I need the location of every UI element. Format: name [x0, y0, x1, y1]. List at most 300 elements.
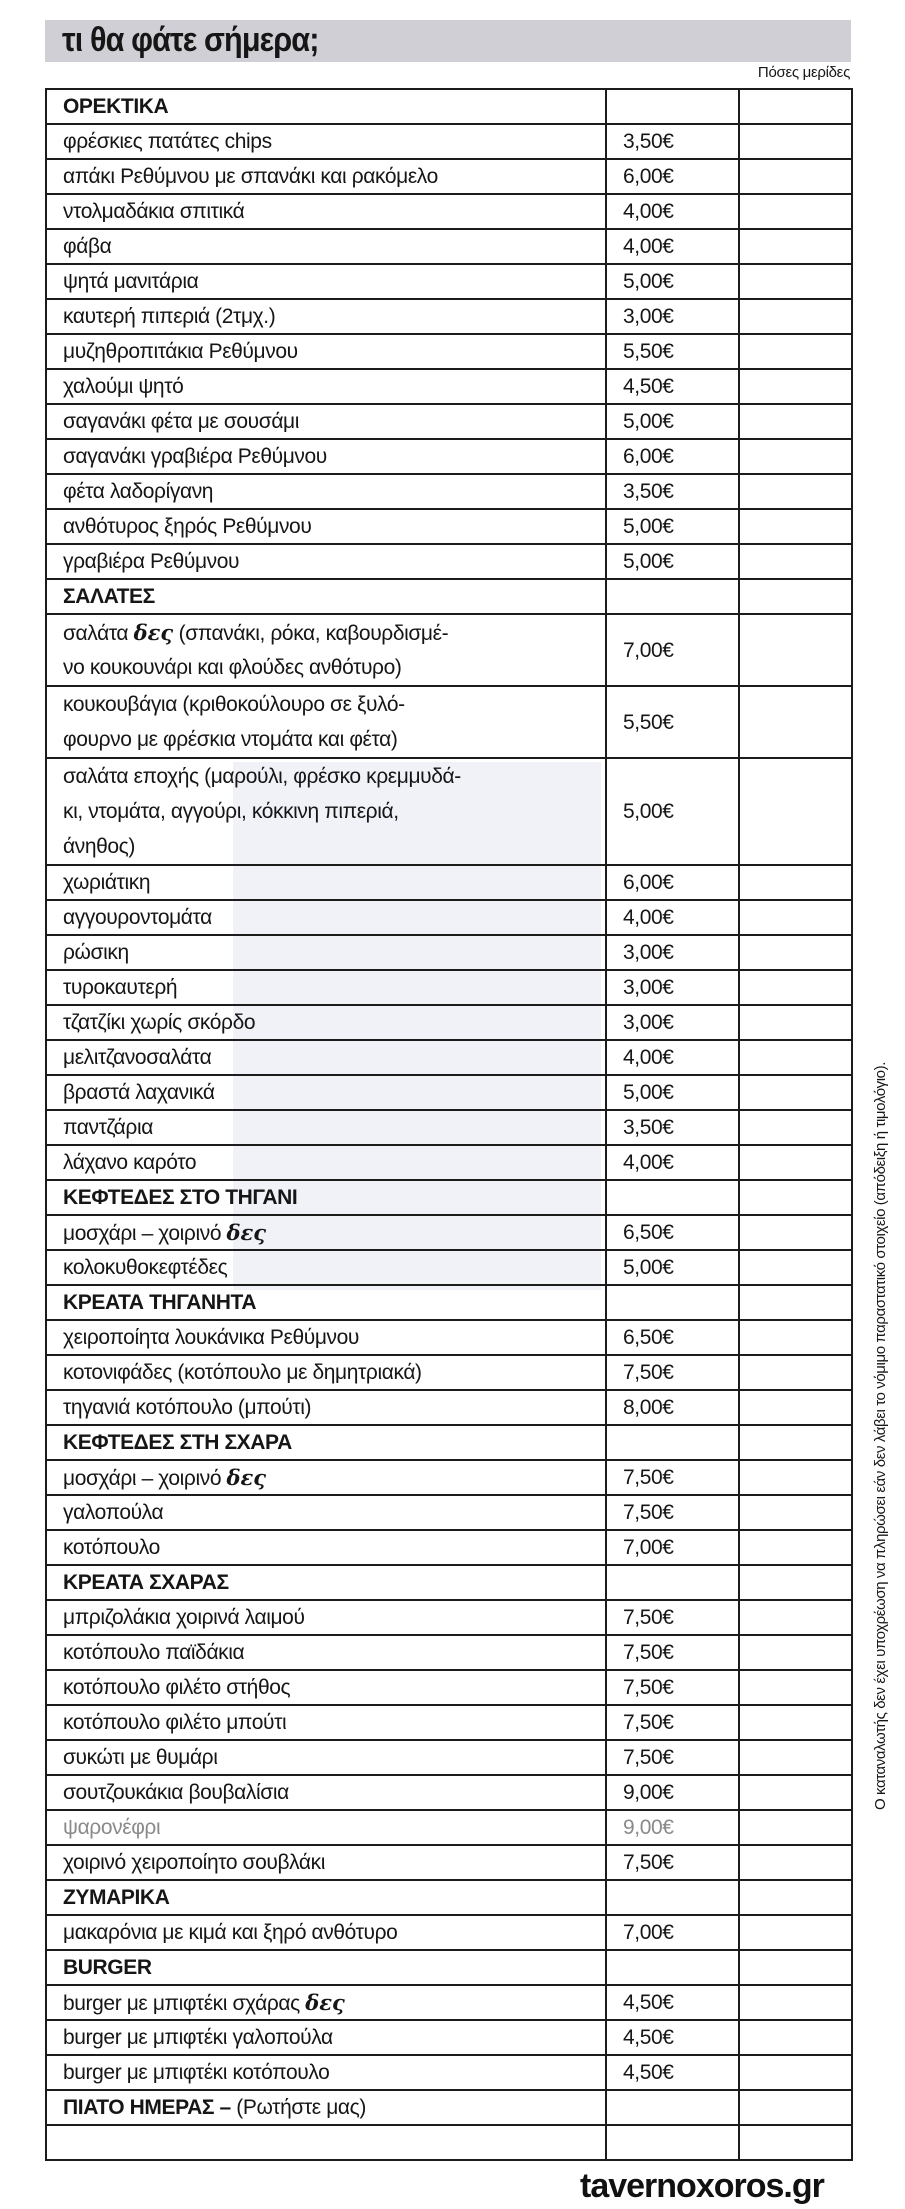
- portions-cell[interactable]: [739, 1145, 852, 1180]
- portions-cell[interactable]: [739, 89, 852, 124]
- item-text: καυτερή πιπεριά (2τμχ.): [63, 305, 276, 328]
- portions-cell[interactable]: [739, 1915, 852, 1950]
- item-text: μακαρόνια με κιμά και ξηρό ανθότυρο: [63, 1921, 398, 1944]
- portions-cell[interactable]: [739, 1250, 852, 1285]
- menu-item-row: [46, 124, 852, 159]
- menu-item-row: [46, 900, 852, 935]
- menu-item-row: [46, 1705, 852, 1740]
- portions-cell[interactable]: [739, 264, 852, 299]
- menu-item-row: [46, 1460, 852, 1495]
- portions-cell[interactable]: [739, 579, 852, 614]
- portions-cell[interactable]: [739, 1985, 852, 2020]
- item-text: σαγανάκι φέτα με σουσάμι: [63, 410, 300, 433]
- portions-cell[interactable]: [739, 1075, 852, 1110]
- item-name: [46, 299, 606, 334]
- portions-cell[interactable]: [739, 1005, 852, 1040]
- item-text: τυροκαυτερή: [63, 976, 178, 999]
- portions-cell[interactable]: [739, 935, 852, 970]
- item-text: ψητά μανιτάρια: [63, 270, 199, 293]
- item-price: [606, 1285, 739, 1320]
- portions-cell[interactable]: [739, 369, 852, 404]
- menu-item-row: [46, 1740, 852, 1775]
- menu-item-row: [46, 1845, 852, 1880]
- menu-item-row: [46, 369, 852, 404]
- item-text: ψαρονέφρι: [63, 1816, 161, 1839]
- item-name-line: [63, 160, 605, 193]
- section-title: [46, 1425, 606, 1460]
- menu-item-row: [46, 474, 852, 509]
- section-header-row: [46, 1285, 852, 1320]
- item-price: [606, 2090, 739, 2125]
- item-text: ΣΑΛΑΤΕΣ: [63, 585, 155, 608]
- portions-cell[interactable]: [739, 124, 852, 159]
- item-name-line: [63, 936, 605, 969]
- menu-item-row: [46, 1040, 852, 1075]
- item-text: κουκουβάγια (κριθοκούλουρο σε ξυλό-: [63, 693, 405, 716]
- item-name-line: [63, 2126, 605, 2159]
- menu-item-row: [46, 686, 852, 758]
- item-name: [46, 229, 606, 264]
- menu-table: [45, 88, 853, 2161]
- portions-cell[interactable]: [739, 1285, 852, 1320]
- item-name: [46, 1390, 606, 1425]
- item-name-line: [63, 195, 605, 228]
- item-name-line: [63, 1006, 605, 1039]
- item-name: [46, 1215, 606, 1250]
- item-price: 7,50€: [606, 1355, 739, 1390]
- portions-cell[interactable]: [739, 1845, 852, 1880]
- portions-cell[interactable]: [739, 1040, 852, 1075]
- brand-mark: δες: [305, 1990, 345, 2015]
- menu-item-row: [46, 264, 852, 299]
- item-name: [46, 334, 606, 369]
- item-name: [46, 758, 606, 865]
- item-name-line: [63, 265, 605, 298]
- item-name: [46, 1495, 606, 1530]
- item-name: [46, 1915, 606, 1950]
- portions-cell[interactable]: [739, 865, 852, 900]
- item-price: 4,00€: [606, 1040, 739, 1075]
- menu-item-row: [46, 1635, 852, 1670]
- portions-cell[interactable]: [739, 1600, 852, 1635]
- item-text: ανθότυρος ξηρός Ρεθύμνου: [63, 515, 312, 538]
- portions-cell[interactable]: [739, 1530, 852, 1565]
- section-note: (Ρωτήστε μας): [230, 2096, 366, 2119]
- item-name-line: [63, 370, 605, 403]
- item-name: [46, 1355, 606, 1390]
- item-text: χειροποίητα λουκάνικα Ρεθύμνου: [63, 1326, 359, 1349]
- item-text: αγγουροντομάτα: [63, 906, 212, 929]
- item-name-line: [63, 794, 605, 829]
- item-text: μοσχάρι – χοιρινό: [63, 1222, 227, 1245]
- portions-cell[interactable]: [739, 1215, 852, 1250]
- portions-column-label: Πόσες μερίδες: [757, 64, 850, 81]
- item-text: burger με μπιφτέκι κοτόπουλο: [63, 2061, 330, 2084]
- section-title: [46, 1880, 606, 1915]
- item-price: 4,00€: [606, 229, 739, 264]
- menu-item-row: [46, 1810, 852, 1845]
- item-name: [46, 2020, 606, 2055]
- item-text: γραβιέρα Ρεθύμνου: [63, 550, 240, 573]
- item-name-line: [63, 1951, 605, 1984]
- portions-cell[interactable]: [739, 686, 852, 758]
- item-name-line: [63, 1076, 605, 1109]
- item-price: 6,00€: [606, 439, 739, 474]
- portions-cell[interactable]: [739, 900, 852, 935]
- item-name-line: [63, 1986, 605, 2019]
- item-name-line: [63, 1706, 605, 1739]
- item-name-line: [63, 1566, 605, 1599]
- portions-cell[interactable]: [739, 1355, 852, 1390]
- item-price: [606, 2125, 739, 2160]
- item-price: [606, 1950, 739, 1985]
- item-price: 3,50€: [606, 1110, 739, 1145]
- brand-mark: δες: [226, 1465, 267, 1490]
- portions-cell[interactable]: [739, 1110, 852, 1145]
- item-name: [46, 1775, 606, 1810]
- menu-item-row: [46, 1670, 852, 1705]
- item-name-line: [63, 722, 605, 757]
- item-name-line: [63, 1041, 605, 1074]
- menu-item-row: [46, 1915, 852, 1950]
- item-text: ΚΕΦΤΕΔΕΣ ΣΤΟ ΤΗΓΑΝΙ: [63, 1186, 298, 1209]
- item-name: [46, 194, 606, 229]
- item-name-line: [63, 687, 605, 722]
- item-price: 7,50€: [606, 1495, 739, 1530]
- item-name-line: [63, 475, 605, 508]
- section-title: [46, 1285, 606, 1320]
- item-name: [46, 1670, 606, 1705]
- item-text: βραστά λαχανικά: [63, 1081, 215, 1104]
- menu-item-row: [46, 1005, 852, 1040]
- portions-cell[interactable]: [739, 1320, 852, 1355]
- item-price: [606, 89, 739, 124]
- item-price: 7,50€: [606, 1670, 739, 1705]
- item-price: 5,50€: [606, 686, 739, 758]
- item-name: [46, 1145, 606, 1180]
- item-text: BURGER: [63, 1956, 152, 1979]
- item-text: ρώσικη: [63, 941, 129, 964]
- portions-cell[interactable]: [739, 1390, 852, 1425]
- item-price: 3,50€: [606, 474, 739, 509]
- item-name: [46, 970, 606, 1005]
- section-header-row: [46, 89, 852, 124]
- portions-cell[interactable]: [739, 1565, 852, 1600]
- menu-item-row: [46, 334, 852, 369]
- portions-cell[interactable]: [739, 1880, 852, 1915]
- item-name: [46, 686, 606, 758]
- menu-item-row: [46, 1355, 852, 1390]
- item-name-line: [63, 1881, 605, 1914]
- item-text: ΖΥΜΑΡΙΚΑ: [63, 1886, 170, 1909]
- item-text: νο κουκουνάρι και φλούδες ανθότυρο): [63, 656, 402, 679]
- item-name-line: [63, 1636, 605, 1669]
- item-name-line: [63, 1811, 605, 1844]
- item-text: φουρνο με φρέσκια ντομάτα και φέτα): [63, 728, 398, 751]
- item-name: [46, 509, 606, 544]
- item-price: 9,00€: [606, 1775, 739, 1810]
- portions-cell[interactable]: [739, 159, 852, 194]
- portions-cell[interactable]: [739, 1950, 852, 1985]
- item-price: 4,00€: [606, 900, 739, 935]
- item-text: (σπανάκι, ρόκα, καβουρδισμέ-: [173, 622, 449, 645]
- side-legal-note: Ο καταναλωτής δεν έχει υποχρέωση να πληρώσει εάν δεν λάβει το νόμιμο παραστατικό στοιχείο (απόδειξη ή τιμολόγιο).: [872, 1062, 889, 1810]
- portions-cell[interactable]: [739, 2125, 852, 2160]
- item-text: χοιρινό χειροποίητο σουβλάκι: [63, 1851, 326, 1874]
- item-price: 5,00€: [606, 1075, 739, 1110]
- portions-cell[interactable]: [739, 194, 852, 229]
- item-text: άνηθος): [63, 835, 135, 858]
- item-name-line: [63, 1916, 605, 1949]
- brand-mark: δες: [133, 620, 174, 645]
- portions-cell[interactable]: [739, 1635, 852, 1670]
- item-price: [606, 1565, 739, 1600]
- menu-item-row: [46, 1110, 852, 1145]
- item-name-line: [63, 1181, 605, 1214]
- item-price: 5,00€: [606, 509, 739, 544]
- portions-cell[interactable]: [739, 299, 852, 334]
- menu-item-row: [46, 614, 852, 686]
- item-price: 4,50€: [606, 1985, 739, 2020]
- item-name: [46, 1110, 606, 1145]
- portions-cell[interactable]: [739, 439, 852, 474]
- section-header-row: [46, 1180, 852, 1215]
- portions-cell[interactable]: [739, 509, 852, 544]
- menu-item-row: [46, 2020, 852, 2055]
- item-text: ΚΡΕΑΤΑ ΤΗΓΑΝΗΤΑ: [63, 1291, 257, 1314]
- item-name: [46, 1460, 606, 1495]
- item-name-line: [63, 1391, 605, 1424]
- item-text: παντζάρια: [63, 1116, 153, 1139]
- portions-cell[interactable]: [739, 1740, 852, 1775]
- item-price: 6,50€: [606, 1215, 739, 1250]
- item-price: 7,50€: [606, 1460, 739, 1495]
- item-name-line: [63, 125, 605, 158]
- item-name: [46, 1705, 606, 1740]
- item-name-line: [63, 300, 605, 333]
- item-text: κοτονιφάδες (κοτόπουλο με δημητριακά): [63, 1361, 422, 1384]
- item-name-line: [63, 650, 605, 685]
- section-header-row: [46, 2090, 852, 2125]
- item-text: κι, ντομάτα, αγγούρι, κόκκινη πιπεριά,: [63, 800, 399, 823]
- menu-item-row: [46, 758, 852, 865]
- section-title: [46, 2090, 606, 2125]
- item-text: τζατζίκι χωρίς σκόρδο: [63, 1011, 256, 1034]
- item-name: [46, 900, 606, 935]
- portions-cell[interactable]: [739, 1705, 852, 1740]
- item-text: μελιτζανοσαλάτα: [63, 1046, 212, 1069]
- item-name-line: [63, 829, 605, 864]
- item-text: λάχανο καρότο: [63, 1151, 197, 1174]
- item-price: [606, 1880, 739, 1915]
- item-name-line: [63, 1461, 605, 1494]
- item-price: 7,50€: [606, 1600, 739, 1635]
- menu-item-row: [46, 1600, 852, 1635]
- portions-cell[interactable]: [739, 1180, 852, 1215]
- item-name-line: [63, 2056, 605, 2089]
- site-watermark: tavernoxoros.gr: [580, 2167, 824, 2205]
- brand-mark: δες: [226, 1220, 267, 1245]
- item-name-line: [63, 405, 605, 438]
- item-price: 5,00€: [606, 264, 739, 299]
- page-title: τι θα φάτε σήμερα;: [62, 21, 319, 59]
- item-text: γαλοπούλα: [63, 1501, 164, 1524]
- item-name-line: [63, 1741, 605, 1774]
- portions-cell[interactable]: [739, 614, 852, 686]
- menu-item-row: [46, 1530, 852, 1565]
- item-name: [46, 1075, 606, 1110]
- menu-item-row: [46, 1495, 852, 1530]
- item-price: 6,00€: [606, 865, 739, 900]
- section-title: [46, 89, 606, 124]
- item-text: burger με μπιφτέκι γαλοπούλα: [63, 2026, 333, 2049]
- menu-item-row: [46, 404, 852, 439]
- portions-cell[interactable]: [739, 970, 852, 1005]
- portions-cell[interactable]: [739, 2055, 852, 2090]
- item-price: 4,50€: [606, 369, 739, 404]
- item-name-line: [63, 901, 605, 934]
- item-name: [46, 1005, 606, 1040]
- portions-cell[interactable]: [739, 229, 852, 264]
- item-price: 6,00€: [606, 159, 739, 194]
- item-name-line: [63, 335, 605, 368]
- item-name-line: [63, 971, 605, 1004]
- item-name: [46, 439, 606, 474]
- item-name: [46, 474, 606, 509]
- item-name: [46, 614, 606, 686]
- item-price: 9,00€: [606, 1810, 739, 1845]
- item-name-line: [63, 230, 605, 263]
- item-text: σουτζουκάκια βουβαλίσια: [63, 1781, 289, 1804]
- item-name: [46, 1250, 606, 1285]
- menu-item-row: [46, 1390, 852, 1425]
- item-price: 5,00€: [606, 1250, 739, 1285]
- item-price: 8,00€: [606, 1390, 739, 1425]
- item-name: [46, 1845, 606, 1880]
- item-text: κοτόπουλο φιλέτο μπούτι: [63, 1711, 287, 1734]
- item-name: [46, 2125, 606, 2160]
- item-price: 7,00€: [606, 1530, 739, 1565]
- item-name-line: [63, 1496, 605, 1529]
- item-name-line: [63, 866, 605, 899]
- item-name: [46, 404, 606, 439]
- menu-item-row: [46, 159, 852, 194]
- menu-item-row: [46, 439, 852, 474]
- item-text: ΚΡΕΑΤΑ ΣΧΑΡΑΣ: [63, 1571, 229, 1594]
- item-text: κοτόπουλο: [63, 1536, 160, 1559]
- section-header-row: [46, 1565, 852, 1600]
- item-price: 3,00€: [606, 935, 739, 970]
- portions-cell[interactable]: [739, 1775, 852, 1810]
- section-title: [46, 579, 606, 614]
- item-name: [46, 865, 606, 900]
- portions-cell[interactable]: [739, 1460, 852, 1495]
- portions-cell[interactable]: [739, 1495, 852, 1530]
- portions-cell[interactable]: [739, 2020, 852, 2055]
- portions-cell[interactable]: [739, 2090, 852, 2125]
- item-price: 7,50€: [606, 1845, 739, 1880]
- item-name-line: [63, 1251, 605, 1284]
- item-text: σαλάτα εποχής (μαρούλι, φρέσκο κρεμμυδά-: [63, 765, 461, 788]
- menu-item-row: [46, 509, 852, 544]
- item-text: burger με μπιφτέκι σχάρας: [63, 1992, 306, 2015]
- item-text: ντολμαδάκια σπιτικά: [63, 200, 245, 223]
- title-bar: [45, 20, 851, 62]
- item-name-line: [63, 1671, 605, 1704]
- section-header-row: [46, 1950, 852, 1985]
- item-price: 3,00€: [606, 299, 739, 334]
- portions-cell[interactable]: [739, 334, 852, 369]
- portions-cell[interactable]: [739, 1670, 852, 1705]
- portions-cell[interactable]: [739, 474, 852, 509]
- item-text: φρέσκιες πατάτες chips: [63, 130, 272, 153]
- item-text: ΠΙΑΤΟ ΗΜΕΡΑΣ –: [63, 2096, 231, 2119]
- item-price: 5,00€: [606, 404, 739, 439]
- item-text: τηγανιά κοτόπουλο (μπούτι): [63, 1396, 312, 1419]
- item-text: κολοκυθοκεφτέδες: [63, 1256, 228, 1279]
- item-name: [46, 1740, 606, 1775]
- item-name: [46, 1040, 606, 1075]
- item-name: [46, 124, 606, 159]
- menu-item-row: [46, 865, 852, 900]
- item-price: 3,00€: [606, 970, 739, 1005]
- portions-cell[interactable]: [739, 758, 852, 865]
- portions-cell[interactable]: [739, 1810, 852, 1845]
- item-price: 5,00€: [606, 544, 739, 579]
- item-name-line: [63, 1531, 605, 1564]
- item-text: σαγανάκι γραβιέρα Ρεθύμνου: [63, 445, 327, 468]
- menu-item-row: [46, 1985, 852, 2020]
- item-price: 4,00€: [606, 194, 739, 229]
- item-name-line: [63, 1356, 605, 1389]
- item-price: 7,00€: [606, 1915, 739, 1950]
- menu-item-row: [46, 2125, 852, 2160]
- item-price: [606, 1180, 739, 1215]
- menu-item-row: [46, 194, 852, 229]
- item-name: [46, 1320, 606, 1355]
- item-name: [46, 1985, 606, 2020]
- item-price: 3,50€: [606, 124, 739, 159]
- item-text: χαλούμι ψητό: [63, 375, 184, 398]
- item-price: 6,50€: [606, 1320, 739, 1355]
- portions-cell[interactable]: [739, 404, 852, 439]
- menu-item-row: [46, 299, 852, 334]
- item-text: κοτόπουλο φιλέτο στήθος: [63, 1676, 291, 1699]
- item-price: [606, 1425, 739, 1460]
- menu-item-row: [46, 2055, 852, 2090]
- menu-item-row: [46, 544, 852, 579]
- menu-item-row: [46, 1145, 852, 1180]
- item-name: [46, 369, 606, 404]
- item-name-line: [63, 1216, 605, 1249]
- menu-item-row: [46, 1215, 852, 1250]
- item-name-line: [63, 1111, 605, 1144]
- item-name-line: [63, 2021, 605, 2054]
- item-name-line: [63, 1146, 605, 1179]
- menu-item-row: [46, 1075, 852, 1110]
- item-name-line: [63, 1776, 605, 1809]
- item-text: σαλάτα: [63, 622, 134, 645]
- portions-cell[interactable]: [739, 544, 852, 579]
- section-title: [46, 1565, 606, 1600]
- item-name-line: [63, 1321, 605, 1354]
- item-name: [46, 1600, 606, 1635]
- item-name: [46, 1810, 606, 1845]
- item-price: 7,50€: [606, 1635, 739, 1670]
- item-text: συκώτι με θυμάρι: [63, 1746, 218, 1769]
- portions-cell[interactable]: [739, 1425, 852, 1460]
- item-name-line: [63, 545, 605, 578]
